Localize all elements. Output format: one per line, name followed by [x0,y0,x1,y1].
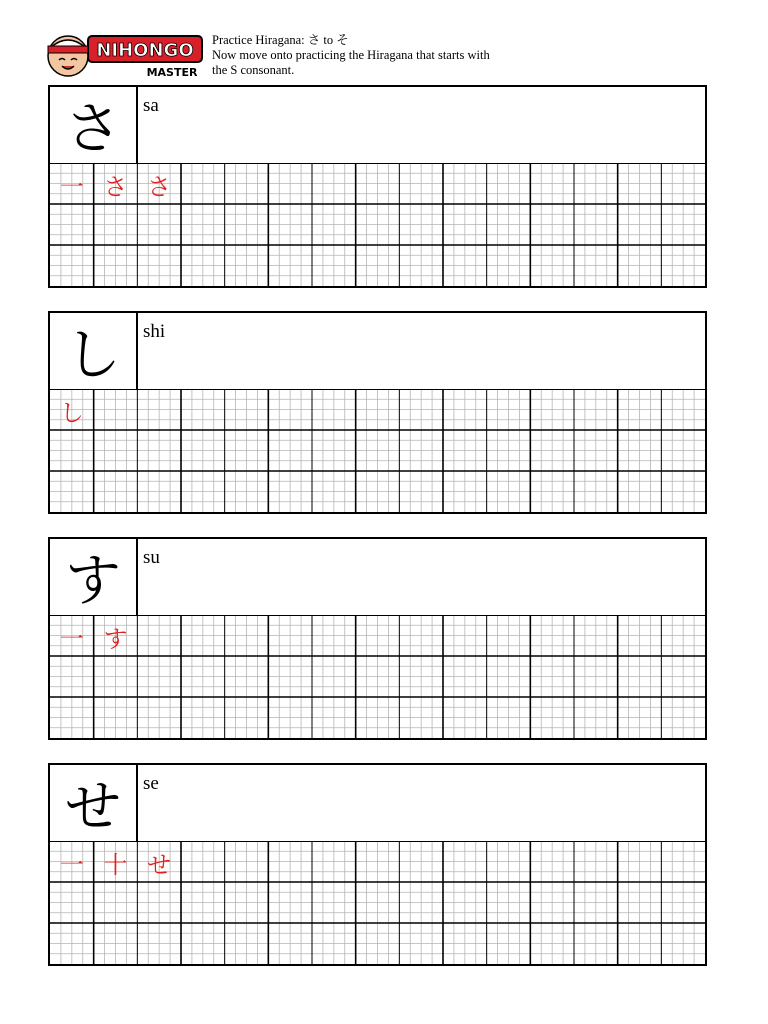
nihongo-master-logo [44,28,206,82]
page-header [0,0,768,84]
stroke-order-example: さ [147,172,172,201]
romaji-label: shi [143,321,166,342]
practice-block-shi [48,311,707,514]
practice-block-sa [48,85,707,288]
stroke-order-example: 一 [59,850,84,879]
character-box: し [50,313,138,389]
romaji-label: se [143,773,159,794]
intro-line: the S consonant. [212,63,295,77]
practice-block-su [48,537,707,740]
page-title: Practice Hiragana: さ to そ [212,33,349,47]
romaji-label: su [143,547,160,568]
stroke-order-example: 一 [59,172,84,201]
stroke-order-example: さ [103,172,128,201]
logo-text: NIHONGO [96,40,194,61]
practice-grid [50,841,705,964]
character-box: さ [50,87,138,163]
practice-block-se [48,763,707,966]
practice-grid [50,615,705,738]
practice-grid [50,163,705,286]
character-box: す [50,539,138,615]
stroke-order-example: す [103,624,128,653]
stroke-order-example: 十 [103,850,128,879]
logo-subtext: MASTER [146,66,198,79]
practice-grid [50,389,705,512]
romaji-label: sa [143,95,159,116]
intro-text [212,33,490,78]
stroke-order-example: せ [147,850,172,879]
character-box: せ [50,765,138,841]
stroke-order-example: し [59,398,84,427]
intro-line: Now move onto practicing the Hiragana that starts with [212,48,490,62]
stroke-order-example: 一 [59,624,84,653]
